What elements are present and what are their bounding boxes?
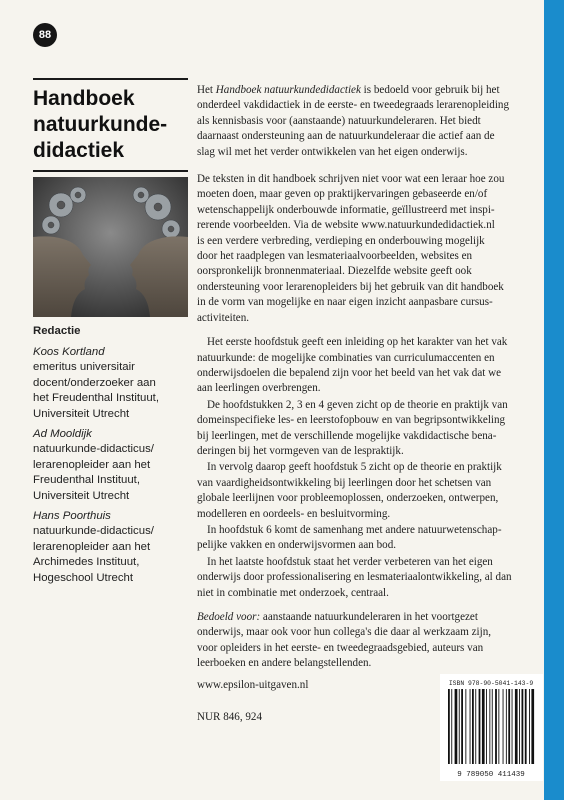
paragraph-line: voor opleiders in het eerste- en tweedegraadsgebied, auteurs van — [197, 641, 484, 654]
barcode-bar — [482, 689, 485, 764]
editor-description-line: Universiteit Utrecht — [33, 407, 130, 420]
barcode-bar — [522, 689, 524, 764]
paragraph-line: van vaardigheidsontwikkeling bij leerlingen door het schetsen van — [197, 476, 492, 489]
intro-prefix: Het — [197, 84, 216, 96]
paragraph-line: rerende voorbeelden. Via de website www.natuurkundedidactiek.nl — [197, 219, 495, 232]
book-title — [33, 86, 193, 164]
nur-code: NUR 846, 924 — [197, 711, 263, 723]
editor-description-line: Hogeschool Utrecht — [33, 571, 134, 584]
editor-description-line: natuurkunde-didacticus/ — [33, 525, 154, 538]
barcode-bar — [492, 689, 493, 764]
barcode-bar — [529, 689, 530, 764]
editor-description-line: lerarenopleider aan het — [33, 458, 151, 471]
target-audience-first-line — [197, 610, 537, 625]
editor-description-line: Freudenthal Instituut, — [33, 474, 141, 487]
blurb-text — [197, 83, 537, 672]
body-paragraph — [197, 460, 537, 522]
barcode-bar — [486, 689, 487, 764]
editor-description-line: Archimedes Instituut, — [33, 556, 140, 569]
body-paragraph — [197, 172, 537, 326]
paragraph-line: De teksten in dit handboek schrijven niet voor wat een leraar hoe zou — [197, 173, 505, 186]
barcode-bar — [515, 689, 518, 764]
paragraph-line: moeten doen, maar geven op praktijkervaringen gebaseerde en/of — [197, 188, 488, 201]
barcode-bar — [503, 689, 504, 764]
isbn-label: ISBN 978-90-5041-143-9 — [448, 680, 534, 687]
paragraph-line: onderdeel vakdidactiek in de eerste- en tweedegraads lerarenopleiding — [197, 99, 510, 112]
barcode-bar — [451, 689, 452, 764]
paragraph-line: oorspronkelijk bronnenmateriaal. Diezelfde website geeft ook — [197, 265, 472, 278]
paragraph-line: In vervolg daarop geeft hoofdstuk 5 zicht op de theorie en praktijk — [207, 461, 502, 474]
paragraph-line: ondersteuning voor lerarenopleiders bij het gebruik van dit handboek — [197, 280, 504, 293]
paragraph-line: De hoofdstukken 2, 3 en 4 geven zicht op de theorie en praktijk van — [207, 398, 508, 411]
barcode-digits: 9 789050 411439 — [457, 771, 525, 779]
paragraph-line: leerboeken en andere belangstellenden. — [197, 657, 372, 670]
target-audience-label: Bedoeld voor: — [197, 611, 261, 623]
editor-description-line: docent/onderzoeker aan — [33, 376, 156, 389]
paragraph-line: globale leerlijnen voor probleemoplossen, onderzoeken, ontwerpen, — [197, 492, 499, 505]
barcode-bar — [479, 689, 481, 764]
title-bottom-rule — [33, 170, 188, 172]
paragraph-line: domeinspecifieke les- en leerstofopbouw en van begripsontwikkeling — [197, 414, 506, 427]
editor-name: Koos Kortland — [33, 345, 105, 358]
editor-name: Hans Poorthuis — [33, 509, 111, 522]
paragraph-line: door het raadplegen van lesmateriaalvoorbeelden, websites en — [197, 250, 473, 263]
paragraph-line: is een verdere verbreding, verdieping en onderbouwing mogelijk — [197, 234, 485, 247]
title-line: Handboek — [33, 87, 135, 110]
barcode-bar — [461, 689, 463, 764]
book-title-italic: Handboek natuurkundedidactiek — [215, 84, 361, 96]
editor-name: Ad Mooldijk — [33, 427, 92, 440]
barcode-bar — [506, 689, 507, 764]
barcode-bar — [455, 689, 458, 764]
paragraph-line: Het eerste hoofdstuk geeft een inleiding op het karakter van het vak — [207, 336, 508, 349]
series-number-badge: 88 — [33, 23, 57, 47]
editor-entry — [33, 509, 193, 587]
editor-description-line: het Freudenthal Instituut, — [33, 392, 160, 405]
barcode-bar — [489, 689, 490, 764]
paragraph-line: in de vorm van mogelijke en naar eigen inzicht aanpasbare cursus- — [197, 296, 493, 309]
paragraph-line: natuurkunde: de mogelijke combinaties van curriculumaccenten en — [197, 351, 495, 364]
barcode-bar — [508, 689, 510, 764]
body-paragraph — [197, 523, 537, 554]
intro-suffix: is bedoeld voor gebruik bij het — [360, 84, 500, 96]
paragraph-line: bij leerlingen, met de verschillende mogelijke vakdidactische bena- — [197, 429, 497, 442]
barcode-bar — [525, 689, 527, 764]
paragraph-line: pelijke vakken en onderwijsvormen aan bod. — [197, 539, 397, 552]
paragraph-line: onderwijs door professionalisering en lesmateriaalontwikkeling, al dan — [197, 571, 512, 584]
barcode-bar — [472, 689, 474, 764]
barcode-bar — [459, 689, 460, 764]
title-top-rule — [33, 78, 188, 80]
barcode-bar — [470, 689, 471, 764]
editor-description-line: natuurkunde-didacticus/ — [33, 443, 154, 456]
book-spine — [544, 0, 564, 800]
paragraph-line: modelleren en oordeels- en besluitvorming. — [197, 507, 391, 520]
body-paragraphs — [197, 172, 537, 601]
barcode-bar — [495, 689, 497, 764]
intro-paragraph — [197, 83, 537, 160]
publisher-website: www.epsilon-uitgaven.nl — [197, 679, 309, 691]
barcode-bar — [498, 689, 499, 764]
paragraph-line: als kennisbasis voor (aanstaande) natuurkundeleraren. Het biedt — [197, 114, 481, 127]
title-line: didactiek — [33, 139, 125, 162]
paragraph-line: aan leerlingen overbrengen. — [197, 382, 321, 395]
editor-entry — [33, 427, 193, 505]
paragraph-line: wetenschappelijk onderbouwde informatie, geïllustreerd met inspi- — [197, 203, 495, 216]
target-audience-paragraph — [197, 610, 537, 672]
barcode-bar — [512, 689, 513, 764]
paragraph-line: deringen bij het vormgeven van de lespraktijk. — [197, 444, 404, 457]
isbn-barcode — [440, 674, 543, 781]
paragraph-line: niet in combinatie met onderzoek, centraal. — [197, 586, 389, 599]
cover-illustration — [33, 177, 188, 317]
body-paragraph — [197, 335, 537, 397]
paragraph-line: slag wil met het verder ontwikkelen van het eigen onderwijs. — [197, 145, 468, 158]
barcode-bar — [475, 689, 476, 764]
barcode-bar — [519, 689, 520, 764]
editors-column — [33, 324, 193, 587]
body-paragraph — [197, 555, 537, 601]
target-audience-text: aanstaande natuurkundeleraren in het voortgezet — [260, 611, 478, 623]
paragraph-line: daarnaast ondersteuning aan de natuurkundeleraar die actief aan de — [197, 130, 495, 143]
paragraph-line: In hoofdstuk 6 komt de samenhang met andere natuurwetenschap- — [207, 523, 502, 536]
editor-description-line: emeritus universitair — [33, 361, 135, 374]
barcode-bar — [531, 689, 534, 764]
barcode-bar — [465, 689, 466, 764]
editor-description-line: lerarenopleider aan het — [33, 540, 151, 553]
paragraph-line: onderwijs, maar ook voor hun collega's die daar al werkzaam zijn, — [197, 626, 492, 639]
paragraph-line: In het laatste hoofdstuk staat het verder verbeteren van het eigen — [207, 555, 493, 568]
paragraph-line: onderwijsdoelen die bepalend zijn voor het beeld van het vak dat we — [197, 366, 502, 379]
editor-description-line: Universiteit Utrecht — [33, 489, 130, 502]
title-line: natuurkunde- — [33, 113, 168, 136]
editors-heading: Redactie — [33, 325, 81, 337]
barcode-bar — [448, 689, 450, 764]
paragraph-line: activiteiten. — [197, 311, 250, 324]
body-paragraph — [197, 398, 537, 460]
intro-first-line — [197, 83, 537, 98]
editor-entry — [33, 345, 193, 423]
